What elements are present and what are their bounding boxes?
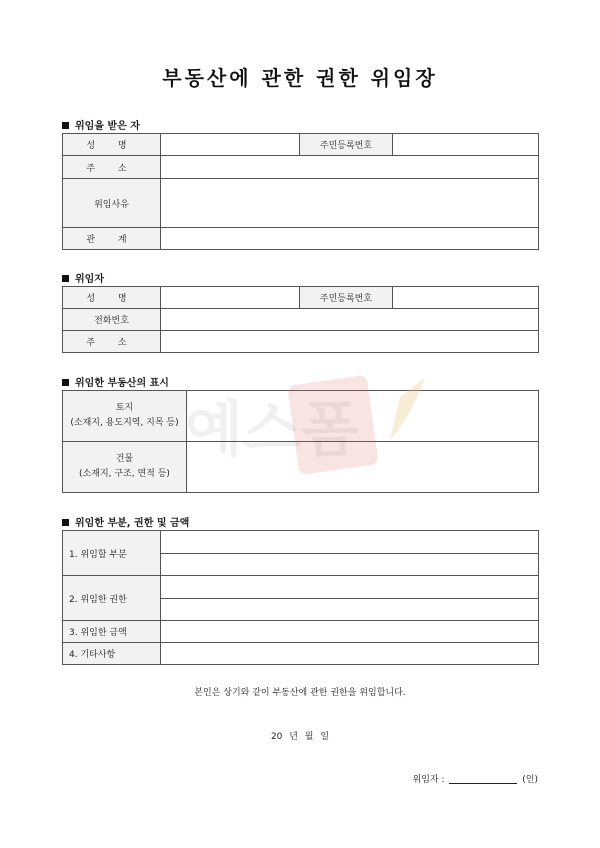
section-heading-grantee: 위임을 받은 자: [62, 117, 140, 132]
grantee-name-field[interactable]: [161, 134, 300, 156]
scope-other-field[interactable]: [161, 643, 539, 665]
signature-area: [413, 772, 538, 785]
building-field[interactable]: [187, 442, 539, 493]
grantor-table: [62, 286, 539, 353]
square-bullet-icon: [62, 122, 69, 129]
grantor-phone-field[interactable]: [161, 309, 539, 331]
grantor-address-field[interactable]: [161, 331, 539, 353]
land-title: 토지: [115, 403, 134, 413]
scope-part-label: 1. 위임할 부분: [63, 531, 161, 576]
building-label: [63, 442, 187, 493]
scope-other-label: 4. 기타사항: [63, 643, 161, 665]
grantor-phone-label: 전화번호: [63, 309, 161, 331]
building-desc: (소재지, 구조, 면적 등): [79, 469, 170, 479]
grantee-id-field[interactable]: [393, 134, 539, 156]
grantee-relation-field[interactable]: [161, 228, 539, 250]
grantor-id-field[interactable]: [393, 287, 539, 309]
land-desc: (소재지, 용도지역, 지목 등): [70, 418, 179, 428]
building-title: 건물: [115, 454, 134, 464]
section-heading-scope: 위임한 부분, 권한 및 금액: [62, 514, 189, 529]
grantor-id-label: 주민등록번호: [300, 287, 393, 309]
scope-part-field-2[interactable]: [161, 554, 539, 576]
grantee-name-label: 성 명: [63, 134, 161, 156]
signature-line[interactable]: [449, 783, 517, 784]
grantee-address-field[interactable]: [161, 156, 539, 179]
land-label: [63, 391, 187, 442]
scope-part-field-1[interactable]: [161, 531, 539, 554]
square-bullet-icon: [62, 275, 69, 282]
grantor-address-label: 주 소: [63, 331, 161, 353]
date-line: 20 년 월 일: [270, 732, 330, 742]
scope-amount-label: 3. 위임한 금액: [63, 621, 161, 643]
section-heading-property: 위임한 부동산의 표시: [62, 374, 169, 389]
grantor-name-field[interactable]: [161, 287, 300, 309]
signature-label: 위임자 :: [412, 775, 445, 785]
grantor-name-label: 성 명: [63, 287, 161, 309]
grantee-reason-label: 위임사유: [63, 179, 161, 228]
grantee-address-label: 주 소: [63, 156, 161, 179]
scope-amount-field[interactable]: [161, 621, 539, 643]
square-bullet-icon: [62, 519, 69, 526]
watermark-text: 예스폼: [185, 395, 359, 465]
statement-text: 본인은 상기와 같이 부동산에 관한 권한을 위임합니다.: [194, 688, 406, 698]
document-title: 부동산에 관한 권한 위임장: [162, 66, 438, 90]
seal-mark: (인): [522, 775, 538, 785]
land-field[interactable]: [187, 391, 539, 442]
property-table: [62, 390, 539, 493]
section-heading-grantor: 위임자: [62, 270, 104, 285]
scope-table: [62, 530, 539, 665]
grantee-relation-label: 관 계: [63, 228, 161, 250]
scope-authority-field-1[interactable]: [161, 576, 539, 599]
scope-authority-field-2[interactable]: [161, 599, 539, 621]
grantee-reason-field[interactable]: [161, 179, 539, 228]
grantee-table: [62, 133, 539, 250]
square-bullet-icon: [62, 379, 69, 386]
grantee-id-label: 주민등록번호: [300, 134, 393, 156]
scope-authority-label: 2. 위임한 권한: [63, 576, 161, 621]
